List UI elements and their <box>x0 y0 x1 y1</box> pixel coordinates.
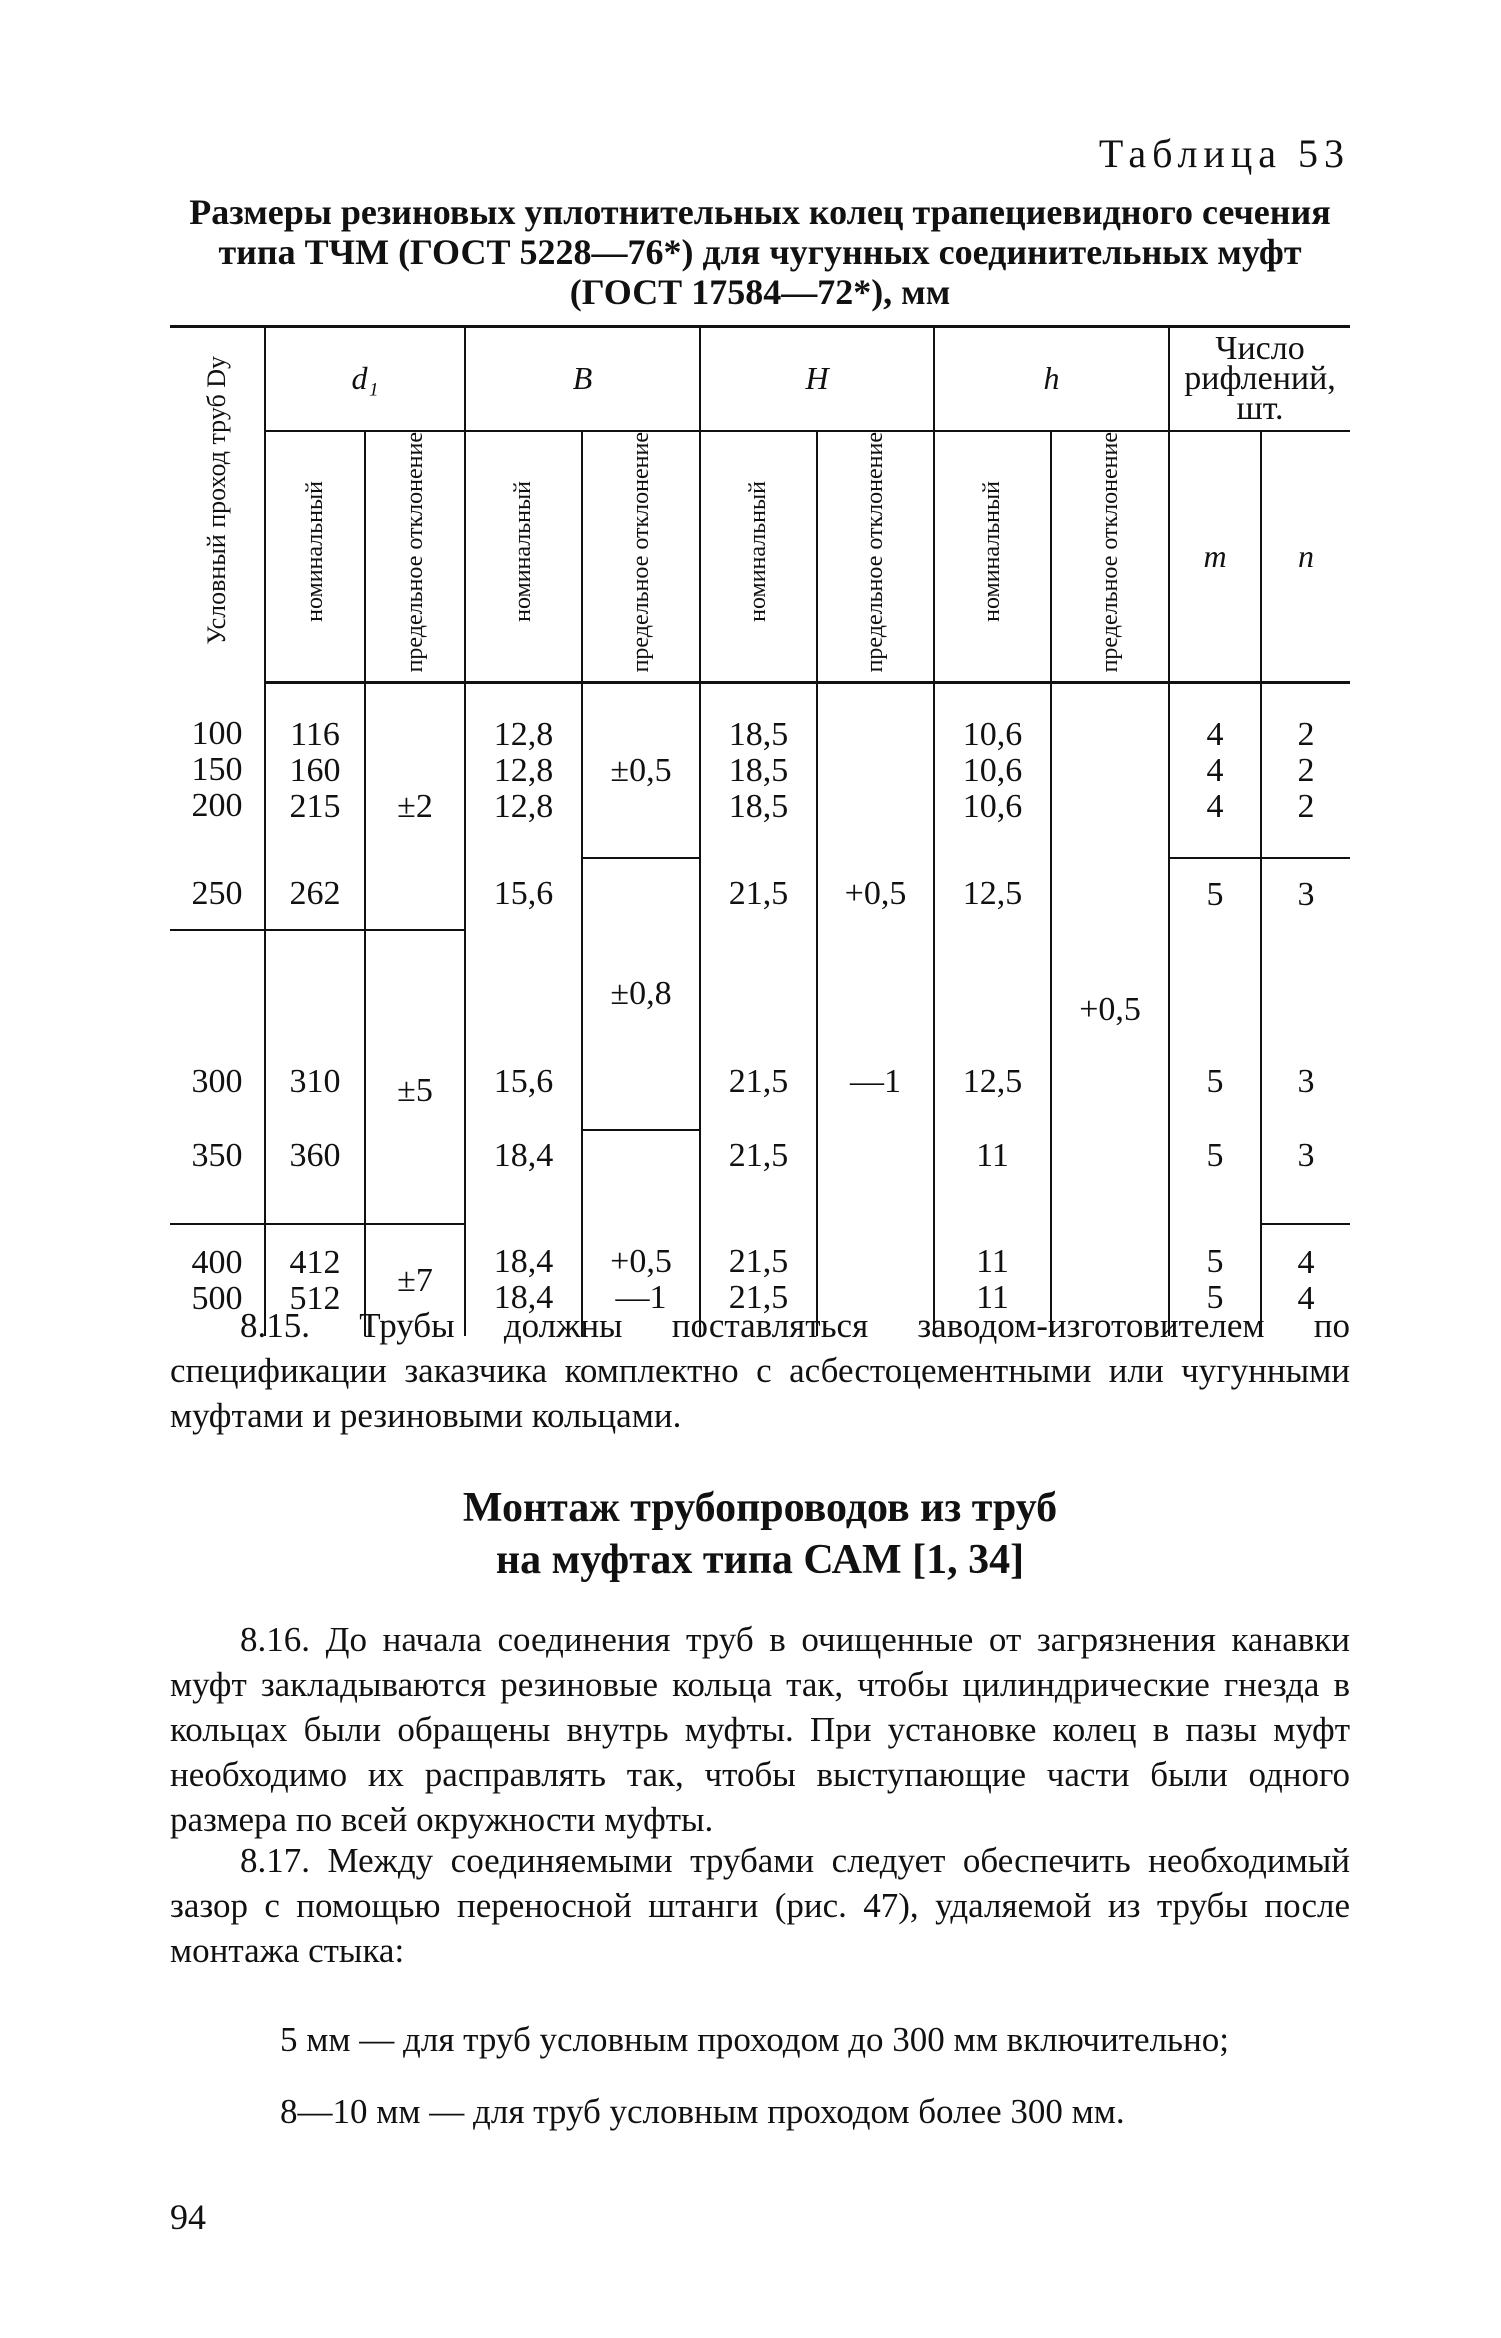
cell-b-group1: 12,8 12,8 12,8 <box>465 682 582 858</box>
cell-h-upper-group1: 18,5 18,5 18,5 <box>700 682 817 858</box>
cell-dy-350: 350 <box>191 1137 243 1175</box>
section-heading-line1: Монтаж трубопроводов из труб <box>462 1485 1058 1531</box>
cell-h-upper-350: 21,5 <box>700 1130 817 1224</box>
header-h-lower-nominal: номинальный <box>934 431 1051 683</box>
cell-h-lower-300: 12,5 <box>934 930 1051 1130</box>
page-number: 94 <box>170 2197 206 2237</box>
cell-m-group1: 4 4 4 <box>1169 682 1261 858</box>
header-h-upper-deviation: предельное отклонение <box>817 431 934 683</box>
cell-n-group1: 2 2 2 <box>1261 682 1350 858</box>
cell-h-lower-250: 12,5 <box>934 858 1051 930</box>
header-b-nominal: номинальный <box>465 431 582 683</box>
seal-ring-table <box>170 325 1350 1336</box>
cell-d1-dev-b: ±5 <box>365 930 465 1224</box>
cell-dy-250: 250 <box>191 874 243 912</box>
cell-h-upper-group3: 21,5 21,5 <box>700 1224 817 1336</box>
header-h-lower: h <box>934 327 1169 431</box>
cell-h-lower-dev-a: +0,5 <box>1051 682 1169 1336</box>
cell-h-upper-300: 21,5 <box>700 930 817 1130</box>
cell-h-lower-group3: 11 11 <box>934 1224 1051 1336</box>
cell-dy-group3: 400 500 <box>170 1224 265 1336</box>
paragraph-8-17: 8.17. Между соединяемыми трубами следует обеспечить необходимый зазор с помощью переносной штанги (рис. 47), удаляемой из трубы после монтажа стыка: <box>170 1841 1350 1970</box>
cell-d1-group3: 412 512 <box>265 1224 365 1336</box>
list-item-2: 8—10 мм — для труб условным проходом более 300 мм. <box>280 2092 1125 2131</box>
cell-d1-350: 360 <box>265 1130 365 1224</box>
cell-m-300: 5 <box>1169 930 1261 1130</box>
cell-b-dev-blank <box>582 1130 700 1224</box>
cell-b-300: 15,6 <box>465 930 582 1130</box>
cell-m-350: 5 <box>1169 1130 1261 1224</box>
section-heading-line2: на муфтах типа САМ [1, 34] <box>495 1537 1025 1583</box>
table-number: Таблица 53 <box>1098 131 1350 176</box>
cell-n-300: 3 <box>1261 930 1350 1130</box>
cell-d1-dev-c: ±7 <box>365 1224 465 1336</box>
table-caption: Размеры резиновых уплотнительных колец трапециевидного сечения типа ТЧМ (ГОСТ 5228—76*) для чугунных соединительных муфт (ГОСТ 17584—72*), мм <box>189 192 1331 312</box>
cell-h-upper-dev-b: —1 <box>817 930 934 1130</box>
cell-b-dev-b: ±0,8 <box>582 858 700 1130</box>
cell-d1-dev-a: ±2 <box>365 682 465 930</box>
cell-dy-300: 300 <box>170 930 265 1130</box>
cell-h-lower-350: 11 <box>934 1130 1051 1224</box>
cell-h-upper-dev-a: +0,5 <box>817 858 934 930</box>
cell-m-group3: 5 5 <box>1169 1224 1261 1336</box>
list-item-1: 5 мм — для труб условным проходом до 300 мм включительно; <box>280 2020 1229 2059</box>
cell-h-lower-group1: 10,6 10,6 10,6 <box>934 682 1051 858</box>
cell-h-upper-250: 21,5 <box>700 858 817 930</box>
cell-dy-group1: 100 150 200 <box>191 715 243 825</box>
cell-b-group3: 18,4 18,4 <box>465 1224 582 1336</box>
header-n: n <box>1261 431 1350 683</box>
cell-n-group3: 4 4 <box>1261 1224 1350 1336</box>
cell-b-dev-a: ±0,5 <box>582 682 700 858</box>
cell-m-250: 5 <box>1169 858 1261 930</box>
header-h-lower-deviation: предельное отклонение <box>1051 431 1169 683</box>
cell-n-250: 3 <box>1261 858 1350 930</box>
header-d1: d₁ <box>265 327 465 431</box>
cell-b-350: 18,4 <box>465 1130 582 1224</box>
header-m: m <box>1169 431 1261 683</box>
header-d1-deviation: предельное отклонение <box>365 431 465 683</box>
section-heading <box>170 1482 1350 1586</box>
cell-h-upper-dev-blank2 <box>817 1130 934 1224</box>
cell-n-350: 3 <box>1261 1130 1350 1224</box>
header-d1-nominal: номинальный <box>265 431 365 683</box>
cell-d1-250: 262 <box>265 858 365 930</box>
cell-b-250: 15,6 <box>465 858 582 930</box>
header-grooves: Число рифлений, шт. <box>1169 327 1350 431</box>
header-b: B <box>465 327 700 431</box>
cell-d1-300: 310 <box>265 930 365 1130</box>
header-h-upper: H <box>700 327 934 431</box>
cell-b-dev-c: +0,5 —1 <box>582 1224 700 1336</box>
header-h-upper-nominal: номинальный <box>700 431 817 683</box>
header-b-deviation: предельное отклонение <box>582 431 700 683</box>
cell-d1-group1: 116 160 215 <box>265 682 365 858</box>
header-dy: Условный проход труб Dу <box>170 327 265 683</box>
cell-h-upper-dev-blank <box>817 682 934 858</box>
paragraph-8-16: 8.16. До начала соединения труб в очищенные от загрязнения канавки муфт закладываются резиновые кольца так, чтобы цилиндрические гнезда в кольцах были обращены внутрь муфты. При установке колец в пазы муфт необходимо их расправлять так, чтобы выступающие части были одного размера по всей окружности муфты. <box>170 1620 1350 1839</box>
paragraph-8-15: 8.15. Трубы должны поставляться заводом-изготовителем по спецификации заказчика комплектно с асбестоцементными или чугунными муфтами и резиновыми кольцами. <box>170 1306 1350 1435</box>
